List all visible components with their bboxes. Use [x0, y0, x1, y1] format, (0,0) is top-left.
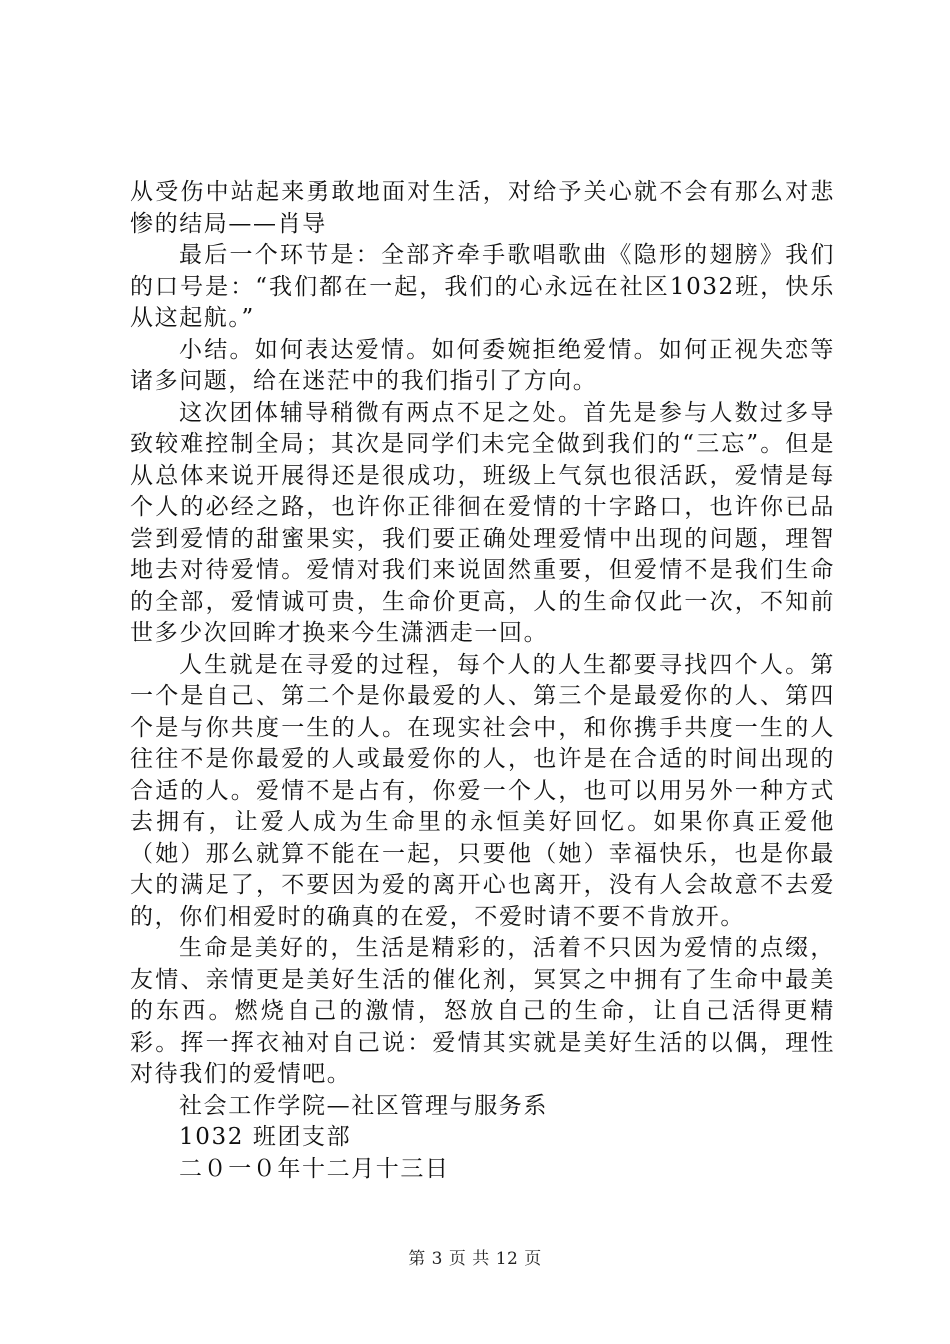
paragraph-3: 小结。如何表达爱情。如何委婉拒绝爱情。如何正视失恋等诸多问题，给在迷茫中的我们指引了方向。	[130, 336, 835, 394]
signature-date: 二０一０年十二月十三日	[179, 1155, 450, 1182]
page-footer: 第 3 页 共 12 页	[408, 1249, 542, 1269]
paragraph-1: 从受伤中站起来勇敢地面对生活，对给予关心就不会有那么对悲惨的结局——肖导	[130, 179, 835, 237]
paragraph-6: 生命是美好的，生活是精彩的，活着不只因为爱情的点缀，友情、亲情更是美好生活的催化剂，冥冥之中拥有了生命中最美的东西。燃烧自己的激情，怒放自己的生命，让自己活得更精彩。挥一挥衣袖对自己说：爱情其实就是美好生活的以偶，理性对待我们的爱情吧。	[130, 935, 835, 1087]
signature-organization: 社会工作学院—社区管理与服务系	[179, 1092, 548, 1119]
paragraph-4: 这次团体辅导稍微有两点不足之处。首先是参与人数过多导致较难控制全局；其次是同学们未完全做到我们的“三忘”。但是从总体来说开展得还是很成功，班级上气氛也很活跃，爱情是每个人的必经之路，也许你正徘徊在爱情的十字路口，也许你已品尝到爱情的甜蜜果实，我们要正确处理爱情中出现的问题，理智地去对待爱情。爱情对我们来说固然重要，但爱情不是我们生命的全部，爱情诚可贵，生命价更高，人的生命仅此一次，不知前世多少次回眸才换来今生潇洒走一回。	[130, 399, 835, 646]
paragraph-5: 人生就是在寻爱的过程，每个人的人生都要寻找四个人。第一个是自己、第二个是你最爱的人、第三个是最爱你的人、第四个是与你共度一生的人。在现实社会中，和你携手共度一生的人往往不是你最爱的人或最爱你的人，也许是在合适的时间出现的合适的人。爱情不是占有，你爱一个人，也可以用另外一种方式去拥有，让爱人成为生命里的永恒美好回忆。如果你真正爱他（她）那么就算不能在一起，只要他（她）幸福快乐，也是你最大的满足了，不要因为爱的离开心也离开，没有人会故意不去爱的，你们相爱时的确真的在爱，不爱时请不要不肯放开。	[130, 651, 835, 930]
document-body	[130, 177, 835, 1185]
paragraph-2: 最后一个环节是：全部齐牵手歌唱歌曲《隐形的翅膀》我们的口号是：“我们都在一起，我们的心永远在社区1032班，快乐从这起航。”	[130, 242, 835, 331]
signature-branch: 1032 班团支部	[179, 1124, 352, 1150]
